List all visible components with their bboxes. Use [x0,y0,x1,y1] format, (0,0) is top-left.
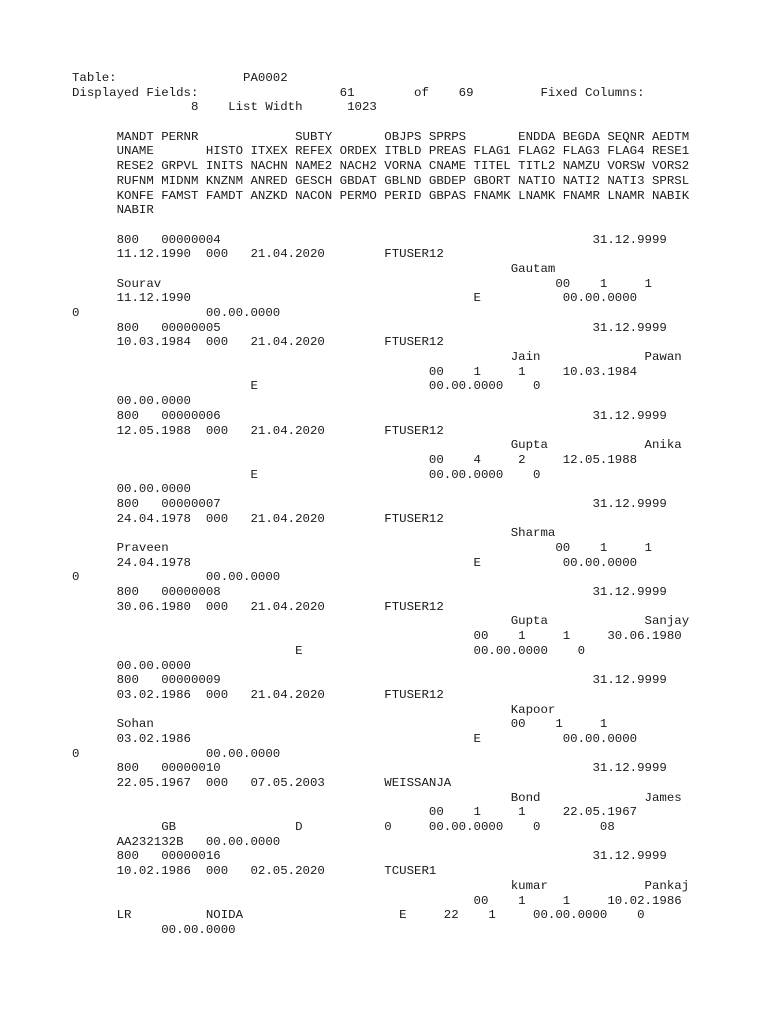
listing-line: 800 00000009 31.12.9999 [72,673,667,688]
listing-line: 00 1 1 22.05.1967 [72,805,638,820]
listing-line: Bond James [72,790,682,805]
listing-line: Gupta Anika [72,438,682,453]
listing-line: LR NOIDA E 22 1 00.00.0000 0 [72,908,645,923]
listing-line: Gautam [72,261,556,276]
listing-line: 00.00.0000 [72,658,191,673]
listing-line: KONFE FAMST FAMDT ANZKD NACON PERMO PERID GBPAS FNAMK LNAMK FNAMR LNAMR NABIK [72,188,690,203]
listing-line: 24.04.1978 E 00.00.0000 [72,555,638,570]
listing-line: 00 1 1 10.02.1986 [72,893,682,908]
listing-line: AA232132B 00.00.0000 [72,834,281,849]
listing-line: 0 00.00.0000 [72,306,281,320]
listing-line [72,218,762,233]
listing-line: 00.00.0000 [72,922,236,937]
table-dump-listing [72,71,762,938]
listing-line: 03.02.1986 E 00.00.0000 [72,731,638,746]
listing-line: 00 1 1 10.03.1984 [72,364,638,379]
listing-line: 800 00000010 31.12.9999 [72,761,667,776]
listing-line: RESE2 GRPVL INITS NACHN NAME2 NACH2 VORNA CNAME TITEL TITL2 NAMZU VORSW VORS2 [72,159,690,174]
listing-line: MANDT PERNR SUBTY OBJPS SPRPS ENDDA BEGDA SEQNR AEDTM [72,129,690,144]
listing-line: 10.03.1984 000 21.04.2020 FTUSER12 [72,335,444,350]
listing-line: NABIR [72,203,154,218]
listing-line: 11.12.1990 E 00.00.0000 [72,291,638,306]
listing-line: Jain Pawan [72,350,682,365]
listing-line: Sharma [72,526,556,541]
listing-line: 800 00000016 31.12.9999 [72,849,667,864]
listing-line: Displayed Fields: 61 of 69 Fixed Columns: [72,85,645,100]
listing-line: Sourav 00 1 1 [72,276,652,291]
listing-line: GB D 0 00.00.0000 0 08 [72,820,615,835]
listing-line: E 00.00.0000 0 [72,643,586,658]
listing-line: E 00.00.0000 0 [72,467,541,482]
listing-line: kumar Pankaj [72,878,690,893]
listing-line: 800 00000006 31.12.9999 [72,408,667,423]
listing-line: 00.00.0000 [72,394,191,409]
listing-line: Gupta Sanjay [72,614,690,629]
listing-line: 24.04.1978 000 21.04.2020 FTUSER12 [72,511,444,526]
listing-line [72,115,762,130]
listing-line: 00 4 2 12.05.1988 [72,452,638,467]
listing-line: 800 00000008 31.12.9999 [72,585,667,600]
listing-line: Praveen 00 1 1 [72,541,652,555]
listing-line: UNAME HISTO ITXEX REFEX ORDEX ITBLD PREAS FLAG1 FLAG2 FLAG3 FLAG4 RESE1 [72,144,690,159]
listing-line: 00 1 1 30.06.1980 [72,629,682,644]
listing-line: Kapoor [72,702,556,717]
listing-line: 12.05.1988 000 21.04.2020 FTUSER12 [72,423,444,438]
listing-line: E 00.00.0000 0 [72,379,541,394]
listing-line: Sohan 00 1 1 [72,717,608,732]
listing-line: RUFNM MIDNM KNZNM ANRED GESCH GBDAT GBLND GBDEP GBORT NATIO NATI2 NATI3 SPRSL [72,173,690,188]
listing-line: 800 00000004 31.12.9999 [72,232,667,247]
listing-line: 22.05.1967 000 07.05.2003 WEISSANJA [72,776,452,790]
listing-line: Table: PA0002 [72,71,288,85]
listing-line: 30.06.1980 000 21.04.2020 FTUSER12 [72,599,444,614]
listing-line: 10.02.1986 000 02.05.2020 TCUSER1 [72,864,437,879]
listing-line: 800 00000007 31.12.9999 [72,496,667,511]
listing-line: 0 00.00.0000 [72,570,281,585]
listing-line: 00.00.0000 [72,482,191,497]
listing-line: 03.02.1986 000 21.04.2020 FTUSER12 [72,687,444,702]
listing-line: 11.12.1990 000 21.04.2020 FTUSER12 [72,247,444,262]
listing-line: 800 00000005 31.12.9999 [72,320,667,335]
listing-line: 8 List Width 1023 [72,100,377,115]
listing-line: 0 00.00.0000 [72,746,281,761]
